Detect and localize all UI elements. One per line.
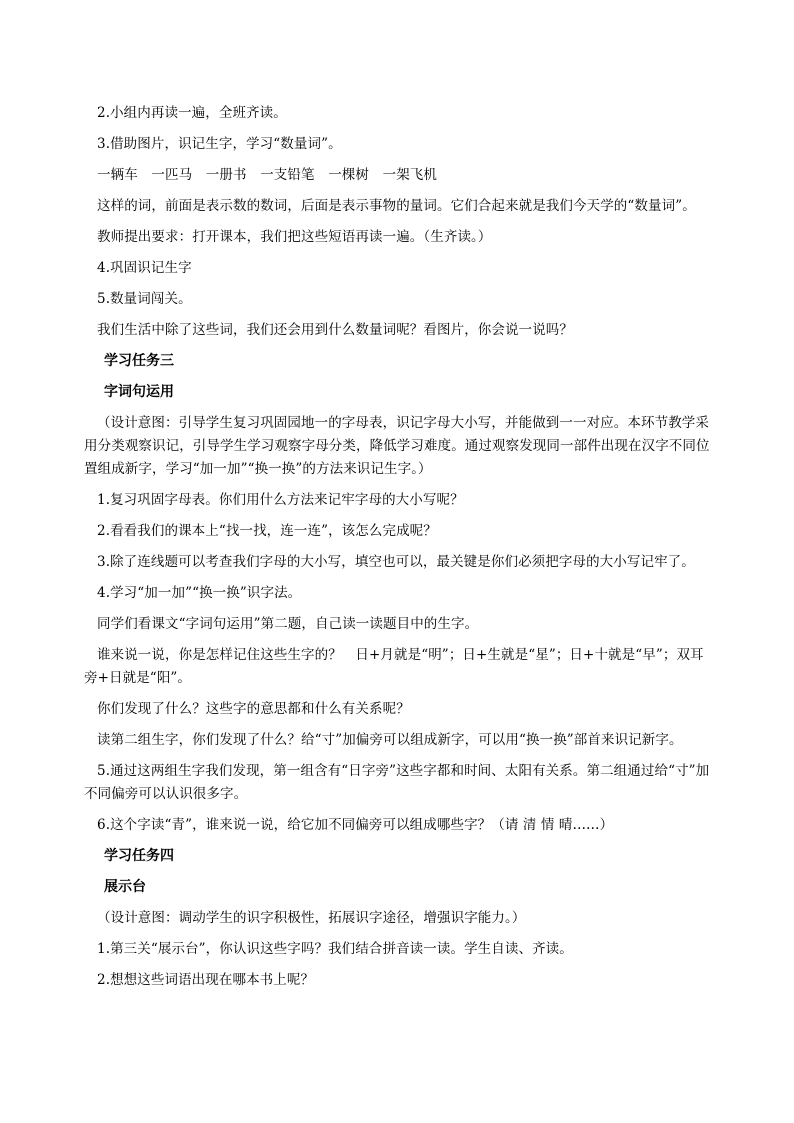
paragraph-measure-word-explanation: 这样的词，前面是表示数的数词，后面是表示事物的量词。它们合起来就是我们今天学的“数量词”。 <box>97 198 696 214</box>
paragraph-design-intent-task-four: （设计意图：调动学生的识字积极性，拓展识字途径，增强识字能力。） <box>97 910 526 926</box>
paragraph-review-alphabet: 1.复习巩固字母表。你们用什么方法来记牢字母的大小写呢？ <box>97 492 464 508</box>
paragraph-measure-word-examples: 一辆车 一匹马 一册书 一支铅笔 一棵树 一架飞机 <box>97 167 437 183</box>
document-body <box>84 102 714 1000</box>
paragraph-add-and-change-method: 4.学习“加一加”“换一换”识字法。 <box>97 585 302 601</box>
paragraph-qing-character: 6.这个字读“青”，谁来说一说，给它加不同偏旁可以组成哪些字？（请 清 情 晴……） <box>97 817 614 833</box>
paragraph-third-challenge: 1.第三关“展示台”，你认识这些字吗？我们结合拼音读一读。学生自读、齐读。 <box>97 941 573 957</box>
paragraph-what-did-you-find: 你们发现了什么？这些字的意思都和什么有关系呢？ <box>97 701 410 717</box>
paragraph-read-characters: 同学们看课文“字词句运用”第二题，自己读一读题目中的生字。 <box>97 616 479 632</box>
paragraph-which-book: 2.想想这些词语出现在哪本书上呢？ <box>97 972 315 988</box>
paragraph-teacher-request: 教师提出要求：打开课本，我们把这些短语再读一遍。（生齐读。） <box>97 229 492 245</box>
paragraph-two-groups-summary: 5.通过这两组生字我们发现，第一组含有“日字旁”这些字都和时间、太阳有关系。第二组通过给“寸”加不同偏旁可以认识很多字。 <box>84 763 710 802</box>
paragraph-measure-word-challenge: 5.数量词闯关。 <box>97 291 192 307</box>
paragraph-fill-in-blanks: 3.除了连线题可以考查我们字母的大小写，填空也可以，最关键是你们必须把字母的大小写记牢了。 <box>97 554 695 570</box>
paragraph-remember-characters: 谁来说一说，你是怎样记住这些生字的？ 日+月就是“明”；日+生就是“星”；日+十就是“早”；双耳旁+日就是“阳”。 <box>84 647 704 686</box>
paragraph-consolidate-characters: 4.巩固识记生字 <box>97 260 192 276</box>
paragraph-second-group-characters: 读第二组生字，你们发现了什么？给“寸”加偏旁可以组成新字，可以用“换一换”部首来识记新字。 <box>97 732 683 748</box>
section-subtitle-showcase: 展示台 <box>104 879 146 895</box>
paragraph-design-intent-task-three: （设计意图：引导学生复习巩固园地一的字母表，识记字母大小写，并能做到一一对应。本环节教学采用分类观察识记，引导学生学习观察字母分类，降低学习难度。通过观察发现同一部件出现在汉字不同位置组成新字，学习“加一加”“换一换”的方法来识记生字。） <box>84 415 710 477</box>
paragraph-life-measure-words: 我们生活中除了这些词，我们还会用到什么数量词呢？看图片，你会说一说吗？ <box>97 322 573 338</box>
section-title-task-three: 学习任务三 <box>104 353 174 369</box>
section-title-task-four: 学习任务四 <box>104 848 174 864</box>
section-subtitle-word-sentence-use: 字词句运用 <box>104 384 174 400</box>
paragraph-find-and-connect: 2.看看我们的课本上“找一找，连一连”，该怎么完成呢？ <box>97 523 437 539</box>
paragraph-read-again: 2.小组内再读一遍，全班齐读。 <box>97 105 287 121</box>
paragraph-learn-measure-words: 3.借助图片，识记生字，学习“数量词”。 <box>97 136 342 152</box>
